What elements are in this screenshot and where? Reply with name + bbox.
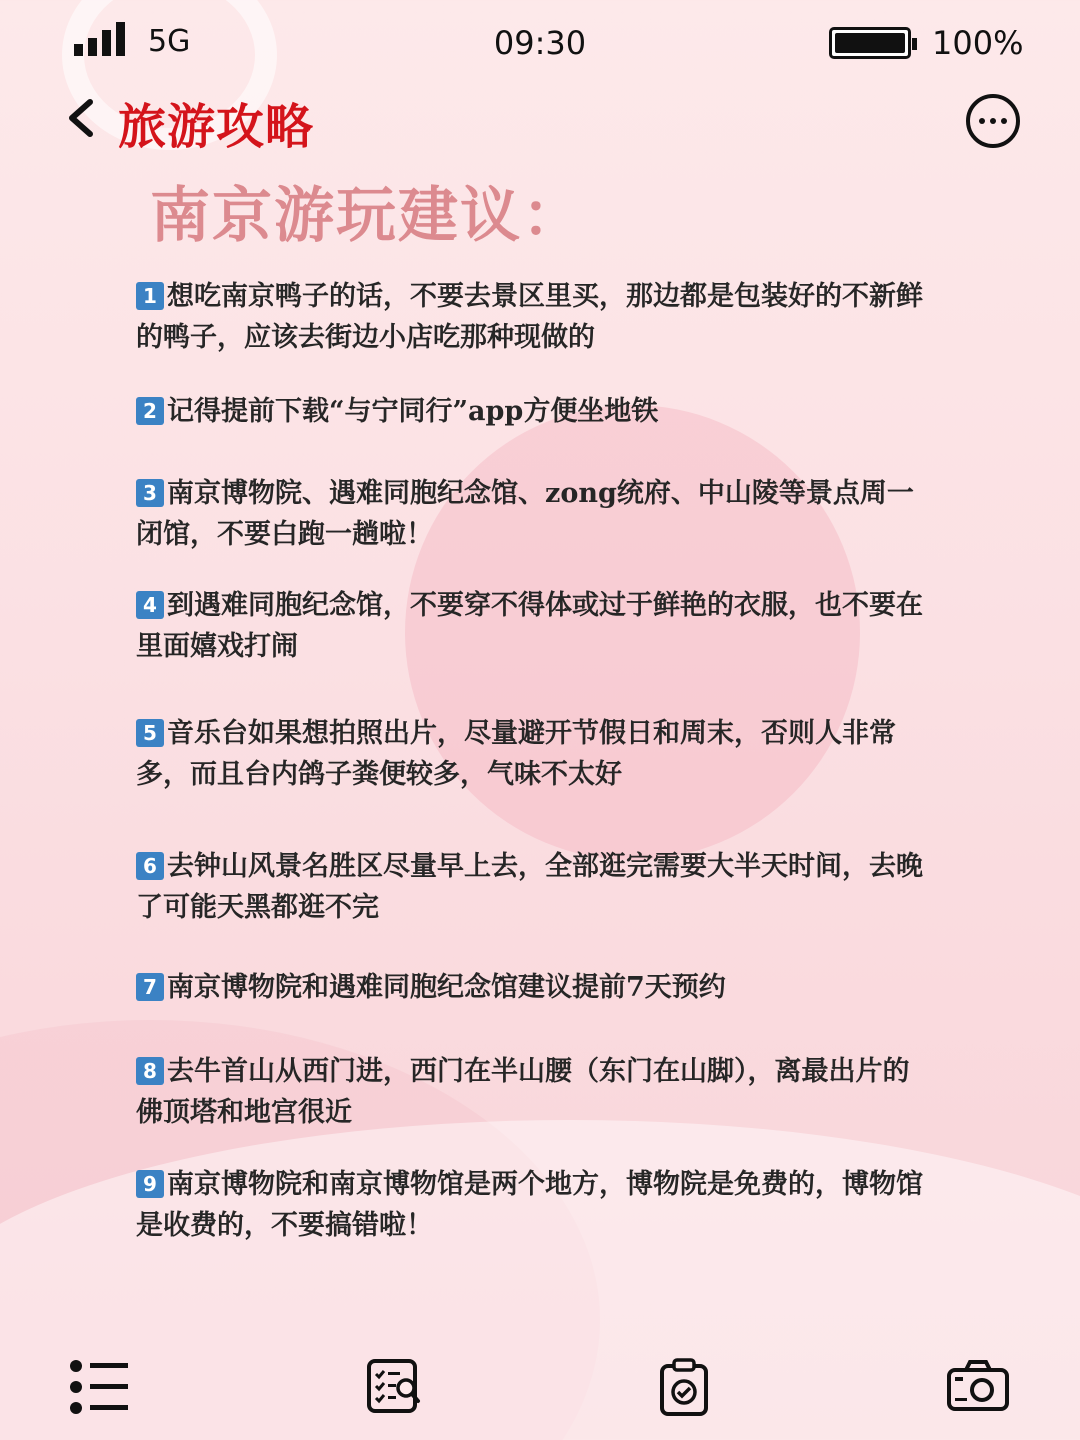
battery-icon — [829, 27, 911, 59]
camera-button[interactable] — [946, 1358, 1008, 1416]
list-item — [136, 1051, 936, 1133]
network-type: 5G — [148, 24, 191, 59]
clipboard-button[interactable] — [656, 1358, 718, 1416]
checklist-search-icon — [366, 1358, 422, 1414]
more-button[interactable] — [966, 94, 1020, 148]
tip-number-badge: 2 — [136, 397, 164, 425]
list-item — [136, 473, 936, 555]
tip-text: 南京博物院和遇难同胞纪念馆建议提前7天预约 — [167, 972, 726, 1003]
tip-number-badge: 8 — [136, 1057, 164, 1085]
status-bar — [0, 0, 1080, 90]
tip-text: 到遇难同胞纪念馆，不要穿不得体或过于鲜艳的衣服，也不要在里面嬉戏打闹 — [136, 590, 923, 662]
tip-number-badge: 9 — [136, 1170, 164, 1198]
list-icon — [68, 1358, 130, 1416]
tip-text: 南京博物院、遇难同胞纪念馆、zong统府、中山陵等景点周一闭馆，不要白跑一趟啦！ — [136, 478, 914, 550]
checklist-search-button[interactable] — [366, 1358, 428, 1416]
chevron-left-icon — [62, 98, 102, 138]
tip-number-badge: 4 — [136, 591, 164, 619]
status-time: 09:30 — [493, 24, 587, 62]
list-item — [136, 967, 936, 1008]
list-item — [136, 391, 936, 432]
tip-text: 南京博物院和南京博物馆是两个地方，博物院是免费的，博物馆是收费的，不要搞错啦！ — [136, 1169, 923, 1241]
tip-text: 想吃南京鸭子的话，不要去景区里买，那边都是包装好的不新鲜的鸭子，应该去街边小店吃那种现做的 — [136, 281, 923, 353]
tip-text: 去牛首山从西门进，西门在半山腰（东门在山脚），离最出片的佛顶塔和地宫很近 — [136, 1056, 910, 1128]
clipboard-check-icon — [656, 1358, 712, 1416]
page-title: 旅游攻略 — [118, 99, 315, 155]
list-item — [136, 276, 936, 358]
content-heading: 南京游玩建议： — [150, 181, 584, 251]
list-item — [136, 713, 936, 795]
tip-number-badge: 6 — [136, 852, 164, 880]
back-button[interactable] — [62, 98, 102, 138]
tip-text: 音乐台如果想拍照出片，尽量避开节假日和周末，否则人非常多，而且台内鸽子粪便较多，气味不太好 — [136, 718, 896, 790]
list-item — [136, 846, 936, 928]
tip-number-badge: 3 — [136, 479, 164, 507]
camera-icon — [946, 1358, 1010, 1412]
tip-number-badge: 5 — [136, 719, 164, 747]
list-button[interactable] — [68, 1358, 130, 1416]
tip-number-badge: 7 — [136, 973, 164, 1001]
bottom-toolbar — [0, 1340, 1080, 1440]
tip-number-badge: 1 — [136, 282, 164, 310]
list-item — [136, 1164, 936, 1246]
more-horizontal-icon — [979, 118, 985, 124]
tip-text: 记得提前下载“与宁同行”app方便坐地铁 — [167, 396, 659, 427]
list-item — [136, 585, 936, 667]
tip-text: 去钟山风景名胜区尽量早上去，全部逛完需要大半天时间，去晚了可能天黑都逛不完 — [136, 851, 923, 923]
battery-level: 100% — [932, 24, 1024, 62]
